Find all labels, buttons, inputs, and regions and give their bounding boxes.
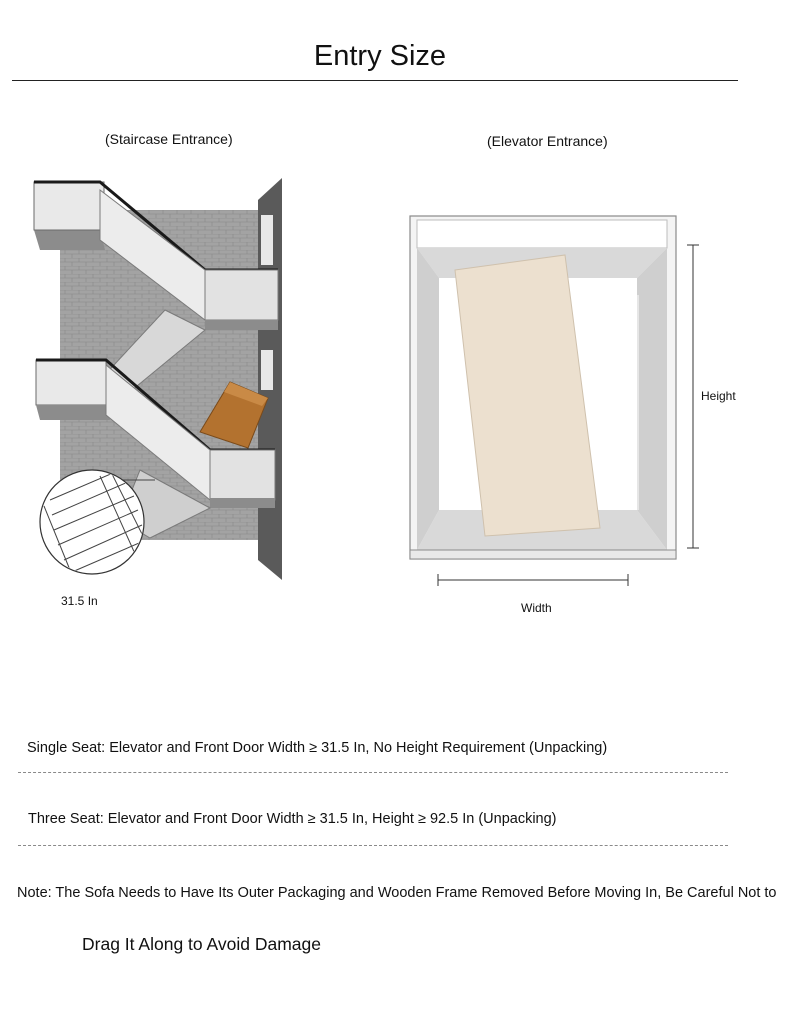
height-label: Height [701, 389, 736, 403]
lower-landing [36, 405, 110, 420]
width-dimension [438, 574, 628, 586]
divider [18, 772, 728, 773]
elevator-caption: (Elevator Entrance) [487, 133, 608, 149]
single-seat-requirement: Single Seat: Elevator and Front Door Width ≥ 31.5 In, No Height Requirement (Unpacking) [27, 740, 608, 756]
elevator-illustration [405, 210, 735, 600]
upper-landing [34, 230, 105, 250]
title-underline [12, 80, 738, 81]
note-text-continued: Drag It Along to Avoid Damage [82, 934, 321, 954]
page-title: Entry Size [313, 40, 447, 72]
stair-width-label: 31.5 In [61, 594, 98, 608]
staircase-illustration [30, 170, 290, 590]
staircase-caption: (Staircase Entrance) [105, 131, 233, 147]
height-dimension [687, 245, 699, 548]
divider [18, 845, 728, 846]
width-label: Width [521, 601, 552, 615]
note-text: Note: The Sofa Needs to Have Its Outer Packaging and Wooden Frame Removed Before Moving In, Be Careful Not to [17, 885, 777, 901]
three-seat-requirement: Three Seat: Elevator and Front Door Width ≥ 31.5 In, Height ≥ 92.5 In (Unpacking) [28, 811, 557, 827]
